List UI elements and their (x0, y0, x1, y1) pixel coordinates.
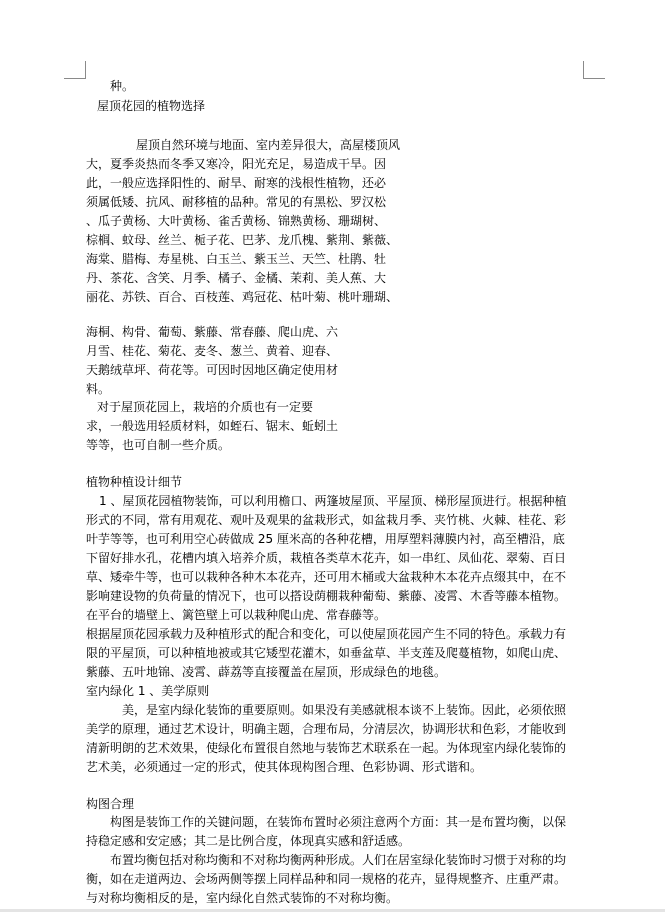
text-line: 丽花、苏铁、百合、百枝莲、鸡冠花、枯叶菊、桃叶珊瑚、 (86, 290, 399, 304)
text-line: 在平台的墙壁上、篱笆壁上可以栽种爬山虎、常春藤等。 (86, 608, 387, 622)
text-line: 天鹅绒草坪、荷花等。可因时因地区确定使用材 (86, 363, 339, 377)
text-line: 植物种植设计细节 (86, 475, 183, 489)
text-line: 叶芋等等，也可利用空心砖做成 25 厘米高的各种花槽，用厚塑料薄膜内衬，高至槽沿，底 (86, 532, 565, 546)
text-line: 此，一般应选择阳性的、耐旱、耐寒的浅根性植物，还必 (86, 176, 387, 190)
text-line: 下留好排水孔，花槽内填入培养介质，栽植各类草木花卉，如一串红、凤仙花、翠菊、百日 (86, 551, 567, 565)
text-line: 布置均衡包括对称均衡和不对称均衡两种形成。人们在居室绿化装饰时习惯于对称的均 (110, 853, 567, 867)
text-line: 美学的原理，通过艺术设计，明确主题，合理布局，分清层次，协调形状和色彩，才能收到 (86, 722, 567, 736)
text-line: 室内绿化 1 、美学原则 (86, 684, 210, 698)
text-line: 等等，也可自制一些介质。 (86, 438, 231, 452)
text-line: 、瓜子黄杨、大叶黄杨、雀舌黄杨、锦熟黄杨、珊瑚树、 (86, 214, 387, 228)
text-line: 持稳定感和安定感；其二是比例合度，体现真实感和舒适感。 (86, 834, 411, 848)
text-line: 影响建设物的负荷量的情况下，也可以搭设荫棚栽种葡萄、紫藤、凌霄、木香等藤本植物。 (86, 589, 567, 603)
text-line: 草、矮牵牛等，也可以栽种各种木本花卉，还可用木桶或大盆栽种木本花卉点缀其中，在不 (86, 570, 567, 584)
text-line: 种。 (110, 79, 135, 93)
text-line: 根据屋顶花园承载力及种植形式的配合和变化，可以使屋顶花园产生不同的特色。承载力有 (86, 627, 567, 641)
text-line: 形式的不同，常有用观花、观叶及观果的盆栽形式，如盆栽月季、夹竹桃、火棘、桂花、彩 (86, 513, 567, 527)
text-line: 须属低矮、抗风、耐移植的品种。常见的有黑松、罗汉松 (86, 195, 387, 209)
text-line: 构图是装饰工作的关键问题，在装饰布置时必须注意两个方面：其一是布置均衡，以保 (110, 815, 567, 829)
text-line: 紫藤、五叶地锦、凌霄、薜荔等直接覆盖在屋顶，形成绿色的地毯。 (86, 665, 447, 679)
text-line: 棕榈、蚊母、丝兰、栀子花、巴茅、龙爪槐、紫荆、紫薇、 (86, 233, 399, 247)
text-line: 美，是室内绿化装饰的重要原则。如果没有美感就根本谈不上装饰。因此，必须依照 (122, 703, 567, 717)
text-line: 限的平屋顶，可以种植地被或其它矮型花灌木，如垂盆草、半支莲及爬蔓植物，如爬山虎、 (86, 646, 567, 660)
text-line: 求，一般选用轻质材料，如蛭石、锯末、蚯蚓土 (86, 419, 339, 433)
text-line: 屋顶自然环境与地面、室内差异很大，高屋楼顶风 (136, 138, 401, 152)
text-line: 月雪、桂花、菊花、麦冬、葱兰、黄着、迎春、 (86, 344, 339, 358)
text-line: 对于屋顶花园上，栽培的介质也有一定要 (97, 400, 314, 414)
text-line: 大，夏季炎热而冬季又寒冷，阳光充足，易造成干旱。因 (86, 157, 387, 171)
text-line: 与对称均衡相反的是，室内绿化自然式装饰的不对称均衡。 (86, 891, 399, 905)
text-line: 构图合理 (86, 797, 135, 811)
text-line: 衡，如在走道两边、会场两侧等摆上同样品种和同一规格的花卉，显得规整齐、庄重严肃。 (86, 872, 567, 886)
crop-mark-left (64, 61, 86, 79)
text-line: 清新明朗的艺术效果，使绿化布置很自然地与装饰艺术联系在一起。为体现室内绿化装饰的 (86, 741, 567, 755)
text-line: 屋顶花园的植物选择 (97, 99, 206, 113)
text-line: 丹、茶花、含笑、月季、橘子、金橘、茉莉、美人蕉、大 (86, 271, 387, 285)
text-line: 海桐、构骨、葡萄、紫藤、常春藤、爬山虎、六 (86, 325, 339, 339)
text-line: 艺术美，必须通过一定的形式，使其体现构图合理、色彩协调、形式谐和。 (86, 760, 483, 774)
text-line: 1 、屋顶花园植物装饰，可以利用檐口、两篷坡屋顶、平屋顶、梯形屋顶进行。根据种植 (99, 494, 567, 508)
text-line: 海棠、腊梅、寿星桃、白玉兰、紫玉兰、天竺、杜鹃、牡 (86, 252, 387, 266)
crop-mark-right (583, 61, 605, 79)
text-line: 料。 (86, 382, 111, 396)
